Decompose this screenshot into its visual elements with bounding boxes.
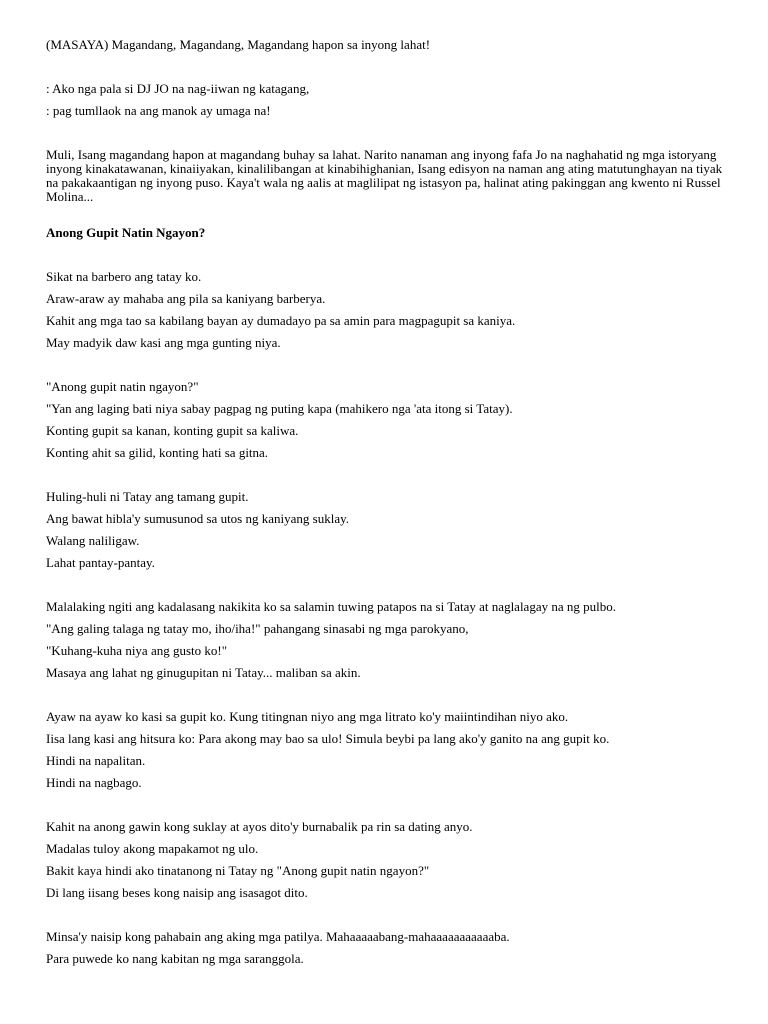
story-line: "Anong gupit natin ngayon?" <box>46 379 199 394</box>
spacer <box>46 248 726 270</box>
spacer <box>46 126 726 148</box>
story-line: "Kuhang-kuha niya ang gusto ko!" <box>46 643 228 658</box>
story-line: Konting ahit sa gilid, konting hati sa gitna. <box>46 445 269 460</box>
story-line: Kahit na anong gawin kong suklay at ayos dito'y burnabalik pa rin sa dating anyo. <box>46 819 473 834</box>
story-line: Konting gupit sa kanan, konting gupit sa kaliwa. <box>46 423 299 438</box>
story-line: Malalaking ngiti ang kadalasang nakikita ko sa salamin tuwing patapos na si Tatay at naglalagay na ng pulbo. <box>46 599 616 614</box>
spacer <box>46 798 726 820</box>
greeting-line: (MASAYA) Magandang, Magandang, Magandang hapon sa inyong lahat! <box>46 37 431 52</box>
stanza <box>46 490 726 578</box>
story-line: Araw-araw ay mahaba ang pila sa kaniyang barberya. <box>46 291 326 306</box>
story-line: Hindi na napalitan. <box>46 753 146 768</box>
story-line: Para puwede ko nang kabitan ng mga saranggola. <box>46 951 304 966</box>
story-line: "Ang galing talaga ng tatay mo, iho/iha!" pahangang sinasabi ng mga parokyano, <box>46 621 469 636</box>
story-line: Ang bawat hibla'y sumusunod sa utos ng kaniyang suklay. <box>46 511 349 526</box>
spacer <box>46 60 726 82</box>
stanza <box>46 270 726 358</box>
stanza <box>46 380 726 468</box>
story-line: Kahit ang mga tao sa kabilang bayan ay dumadayo pa sa amin para magpagupit sa kaniya. <box>46 313 516 328</box>
story-title: Anong Gupit Natin Ngayon? <box>46 225 206 240</box>
story-line: Ayaw na ayaw ko kasi sa gupit ko. Kung titingnan niyo ang mga litrato ko'y maiintindihan niyo ako. <box>46 709 569 724</box>
story-line: May madyik daw kasi ang mga gunting niya. <box>46 335 281 350</box>
story-line: Masaya ang lahat ng ginugupitan ni Tatay... maliban sa akin. <box>46 665 361 680</box>
story-line: Madalas tuloy akong mapakamot ng ulo. <box>46 841 259 856</box>
spacer <box>46 688 726 710</box>
story-line: Bakit kaya hindi ako tinatanong ni Tatay ng "Anong gupit natin ngayon?" <box>46 863 430 878</box>
stanza <box>46 820 726 908</box>
story-line: Hindi na nagbago. <box>46 775 142 790</box>
stanza <box>46 710 726 798</box>
story-line: Di lang iisang beses kong naisip ang isasagot dito. <box>46 885 308 900</box>
story-line: Sikat na barbero ang tatay ko. <box>46 269 202 284</box>
dj-tagline: : pag tumllaok na ang manok ay umaga na! <box>46 103 271 118</box>
story-line: "Yan ang laging bati niya sabay pagpag ng puting kapa (mahikero nga 'ata itong si Tatay). <box>46 401 513 416</box>
story-line: Minsa'y naisip kong pahabain ang aking mga patilya. Mahaaaaabang-mahaaaaaaaaaaaba. <box>46 929 510 944</box>
story-line: Iisa lang kasi ang hitsura ko: Para akong may bao sa ulo! Simula beybi pa lang ako'y ganito na ang gupit ko. <box>46 731 610 746</box>
stanza <box>46 930 726 974</box>
intro-paragraph: Muli, Isang magandang hapon at magandang buhay sa lahat. Narito nanaman ang inyong fafa Jo na naghahatid ng mga istoryang inyong kinakatawanan, kinaiiyakan, kinalilibangan at kinabihighanian, Isang edisyon na naman ang ating matutunghayan na tiyak na pakakaantigan ng inyong puso. Kaya't wala ng aalis at maglilipat ng istasyon pa, halinat ating pakinggan ang kwento ni Russel Molina... <box>46 147 723 204</box>
document-page <box>46 38 726 974</box>
story-line: Huling-huli ni Tatay ang tamang gupit. <box>46 489 249 504</box>
spacer <box>46 908 726 930</box>
dj-intro-line: : Ako nga pala si DJ JO na nag-iiwan ng katagang, <box>46 81 310 96</box>
spacer <box>46 358 726 380</box>
story-line: Walang naliligaw. <box>46 533 140 548</box>
spacer <box>46 468 726 490</box>
stanza <box>46 600 726 688</box>
story-line: Lahat pantay-pantay. <box>46 555 155 570</box>
spacer <box>46 578 726 600</box>
